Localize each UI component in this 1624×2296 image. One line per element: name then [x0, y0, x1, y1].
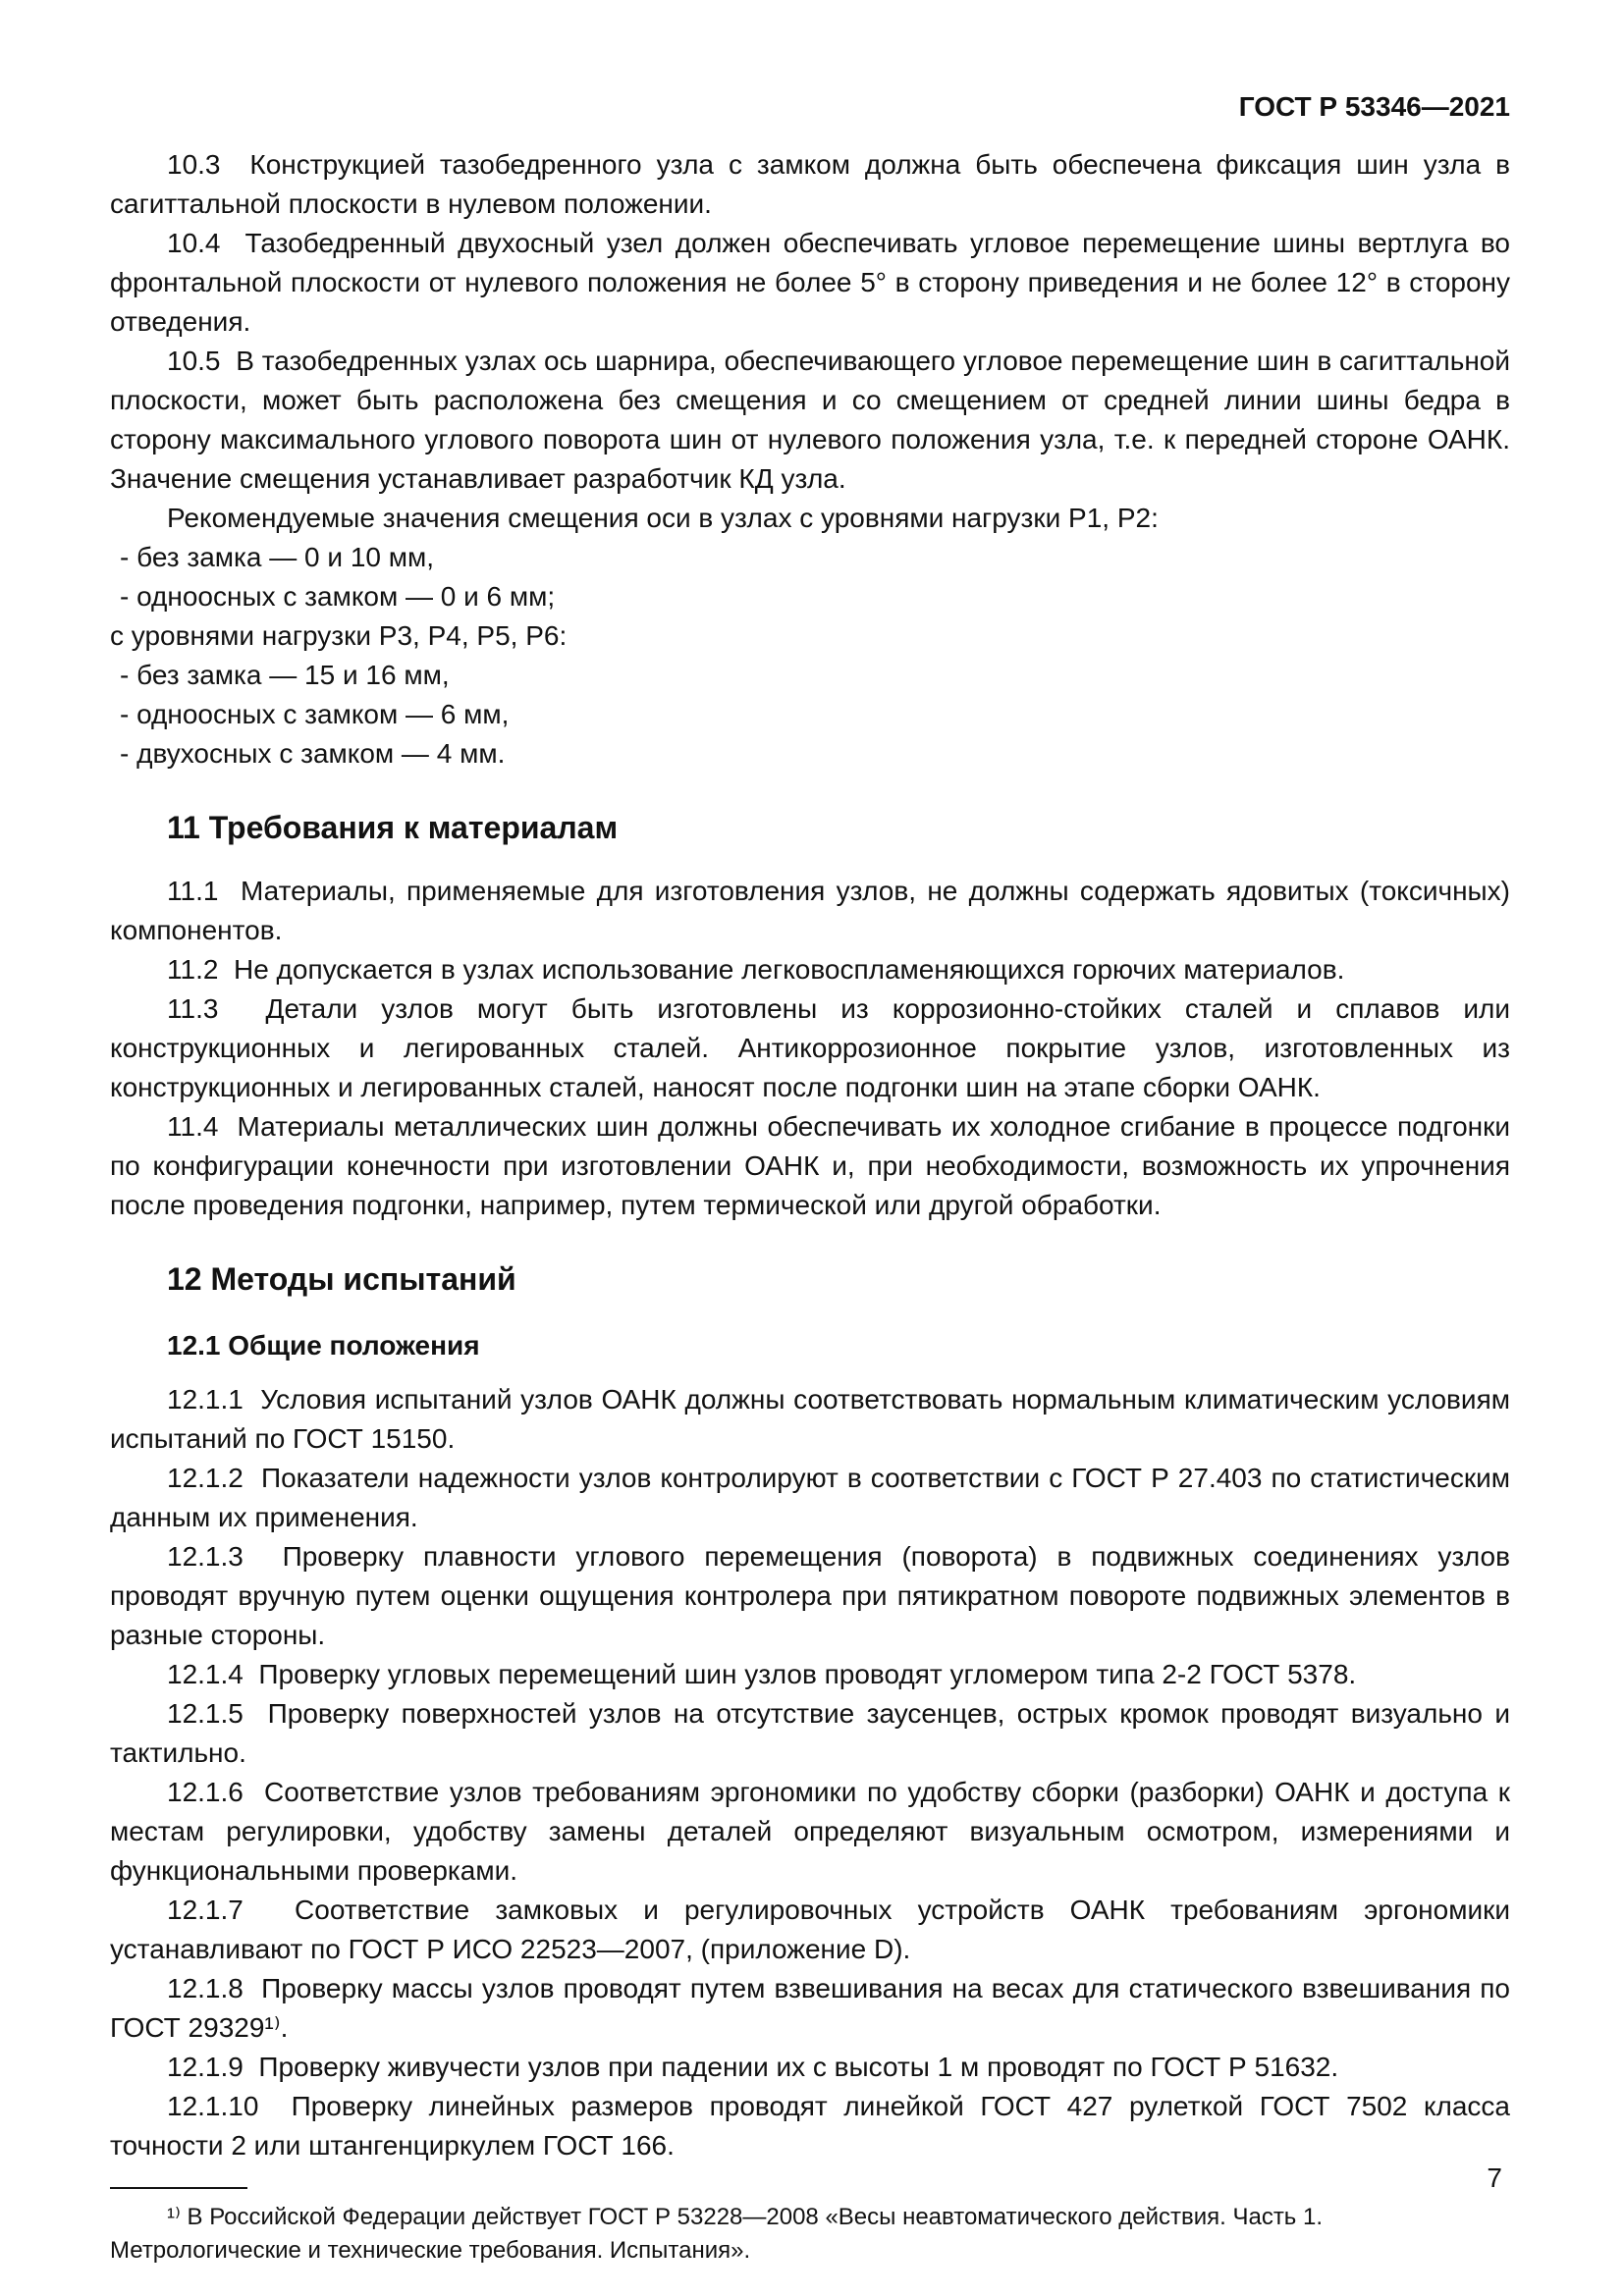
paragraph: 10.4 Тазобедренный двухосный узел должен обеспечивать угловое перемещение шины вертлуга во фронтальной плоскости от нулевого положения не более 5° в сторону приведения и не более 12° в сторону отведения. [110, 228, 1510, 337]
footnote-divider [110, 2187, 247, 2189]
paragraph: 12.1.10 Проверку линейных размеров проводят линейкой ГОСТ 427 рулеткой ГОСТ 7502 класса точности 2 или штангенциркулем ГОСТ 166. [110, 2091, 1510, 2161]
paragraph: 12.1.6 Соответствие узлов требованиям эргономики по удобству сборки (разборки) ОАНК и доступа к местам регулировки, удобству замены деталей определяют визуальным осмотром, измерениями и функциональными проверками. [110, 1777, 1510, 1886]
paragraph: 11.3 Детали узлов могут быть изготовлены из коррозионно-стойких сталей и сплавов или конструкционных и легированных сталей. Антикоррозионное покрытие узлов, изготовленных из конструкционных и легированных сталей, наносят после подгонки шин на этапе сборки ОАНК. [110, 993, 1510, 1102]
page-number: 7 [1487, 2163, 1502, 2193]
list-item: - без замка — 0 и 10 мм, [120, 542, 435, 572]
paragraph: 12.1.5 Проверку поверхностей узлов на отсутствие заусенцев, острых кромок проводят визуально и тактильно. [110, 1698, 1510, 1768]
document-body [110, 145, 1510, 2165]
list-item: - без замка — 15 и 16 мм, [120, 660, 450, 690]
paragraph: 10.5 В тазобедренных узлах ось шарнира, обеспечивающего угловое перемещение шин в сагиттальной плоскости, может быть расположена без смещения и со смещением от средней линии шины бедра в сторону максимального углового поворота шин от нулевого положения узла, т.е. к передней стороне ОАНК. Значение смещения устанавливает разработчик КД узла. [110, 346, 1510, 494]
paragraph: 11.4 Материалы металлических шин должны обеспечивать их холодное сгибание в процессе подгонки по конфигурации конечности при изготовлении ОАНК и, при необходимости, возможность их упрочнения после проведения подгонки, например, путем термической или другой обработки. [110, 1111, 1510, 1220]
section-heading: 11 Требования к материалам [167, 810, 619, 845]
paragraph: 10.3 Конструкцией тазобедренного узла с замком должна быть обеспечена фиксация шин узла в сагиттальной плоскости в нулевом положении. [110, 149, 1510, 219]
paragraph: 12.1.9 Проверку живучести узлов при падении их с высоты 1 м проводят по ГОСТ Р 51632. [167, 2052, 1339, 2082]
subsection-heading: 12.1 Общие положения [167, 1330, 480, 1361]
paragraph: 12.1.1 Условия испытаний узлов ОАНК должны соответствовать нормальным климатическим условиям испытаний по ГОСТ 15150. [110, 1384, 1510, 1454]
paragraph: 11.2 Не допускается в узлах использование легковоспламеняющихся горючих материалов. [167, 954, 1345, 985]
paragraph: 11.1 Материалы, применяемые для изготовления узлов, не должны содержать ядовитых (токсичных) компонентов. [110, 876, 1510, 945]
list-item: - двухосных с замком — 4 мм. [120, 738, 506, 769]
paragraph: 12.1.4 Проверку угловых перемещений шин узлов проводят угломером типа 2-2 ГОСТ 5378. [167, 1659, 1357, 1689]
footnote-area [110, 2187, 1510, 2268]
section-heading: 12 Методы испытаний [167, 1261, 516, 1297]
paragraph: Рекомендуемые значения смещения оси в узлах с уровнями нагрузки Р1, Р2: [167, 503, 1159, 533]
list-item: - одноосных с замком — 0 и 6 мм; [120, 581, 556, 612]
paragraph: 12.1.7 Соответствие замковых и регулировочных устройств ОАНК требованиям эргономики устанавливают по ГОСТ Р ИСО 22523—2007, (приложение D). [110, 1895, 1510, 1964]
footnote-text: ¹⁾ В Российской Федерации действует ГОСТ Р 53228—2008 «Весы неавтоматического действия. Часть 1. Метрологические и технические требования. Испытания». [110, 2204, 1323, 2264]
paragraph: 12.1.2 Показатели надежности узлов контролируют в соответствии с ГОСТ Р 27.403 по статистическим данным их применения. [110, 1463, 1510, 1532]
doc-number-header: ГОСТ Р 53346—2021 [1238, 91, 1510, 122]
paragraph: 12.1.3 Проверку плавности углового перемещения (поворота) в подвижных соединениях узлов проводят вручную путем оценки ощущения контролера при пятикратном повороте подвижных элементов в разные стороны. [110, 1541, 1510, 1650]
paragraph: 12.1.8 Проверку массы узлов проводят путем взвешивания на весах для статического взвешивания по ГОСТ 29329¹⁾. [110, 1973, 1510, 2043]
list-item: - одноосных с замком — 6 мм, [120, 699, 510, 729]
paragraph: с уровнями нагрузки Р3, Р4, Р5, Р6: [110, 620, 568, 651]
